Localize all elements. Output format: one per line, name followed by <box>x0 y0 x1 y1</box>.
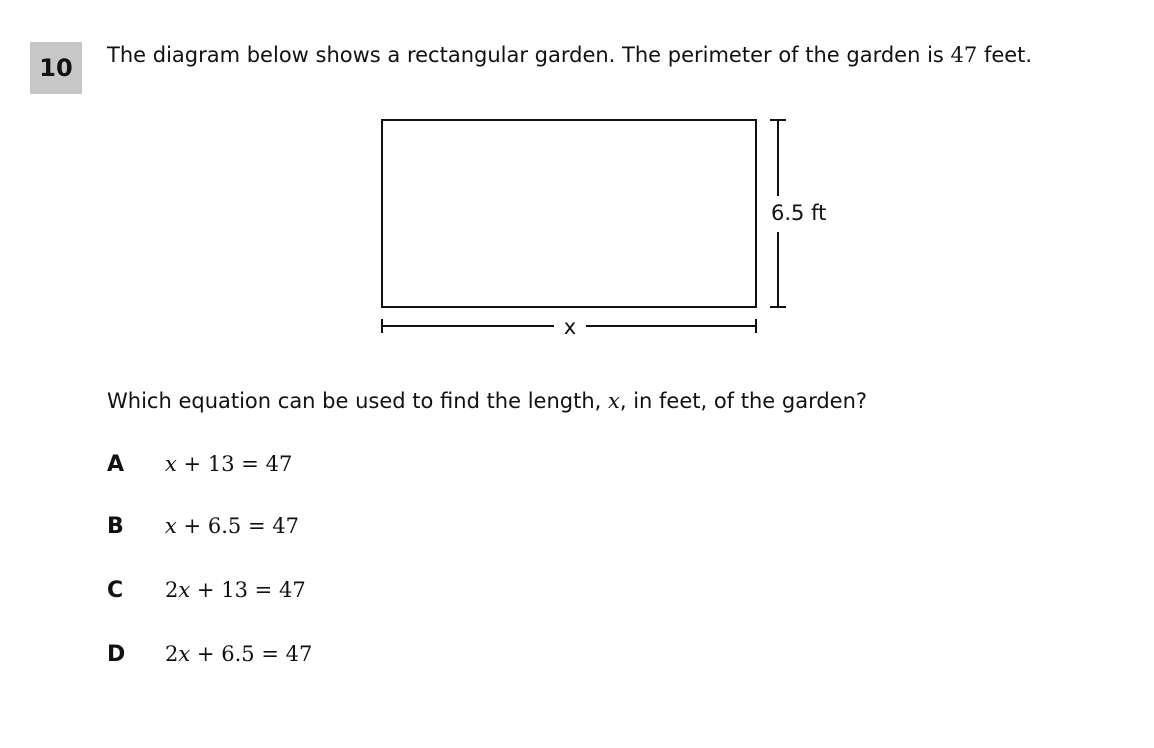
width-label: 6.5 ft <box>771 201 827 225</box>
choice-letter: A <box>107 451 125 477</box>
garden-rectangle <box>382 120 756 307</box>
answer-choice-d[interactable] <box>107 637 312 671</box>
prompt-text-end: , in feet, of the garden? <box>619 389 868 413</box>
length-label: x <box>563 315 577 339</box>
prompt-text: Which equation can be used to find the length, <box>107 389 608 413</box>
question-prompt <box>107 386 867 416</box>
prompt-variable: x <box>608 389 620 413</box>
choice-letter: D <box>107 641 126 667</box>
equation-variable: x <box>178 642 191 666</box>
question-stem <box>107 40 1032 70</box>
perimeter-value: 47 <box>950 43 978 67</box>
equation-variable: x <box>165 452 177 476</box>
question-number: 10 <box>39 54 73 82</box>
garden-diagram <box>360 110 860 350</box>
choice-equation: 2x + 6.5 = 47 <box>165 642 313 666</box>
choice-letter: B <box>107 513 124 539</box>
question-number-badge <box>30 42 82 94</box>
choice-equation: x + 6.5 = 47 <box>165 514 299 538</box>
choice-letter: C <box>107 577 124 603</box>
answer-choice-b[interactable] <box>107 509 299 543</box>
equation-variable: x <box>165 514 177 538</box>
answer-choice-a[interactable] <box>107 447 292 481</box>
stem-text-end: feet. <box>977 43 1033 67</box>
choice-equation: 2x + 13 = 47 <box>165 578 306 602</box>
stem-text: The diagram below shows a rectangular garden. The perimeter of the garden is <box>107 43 951 67</box>
choice-equation: x + 13 = 47 <box>165 452 293 476</box>
answer-choice-c[interactable] <box>107 573 306 607</box>
equation-variable: x <box>178 578 191 602</box>
